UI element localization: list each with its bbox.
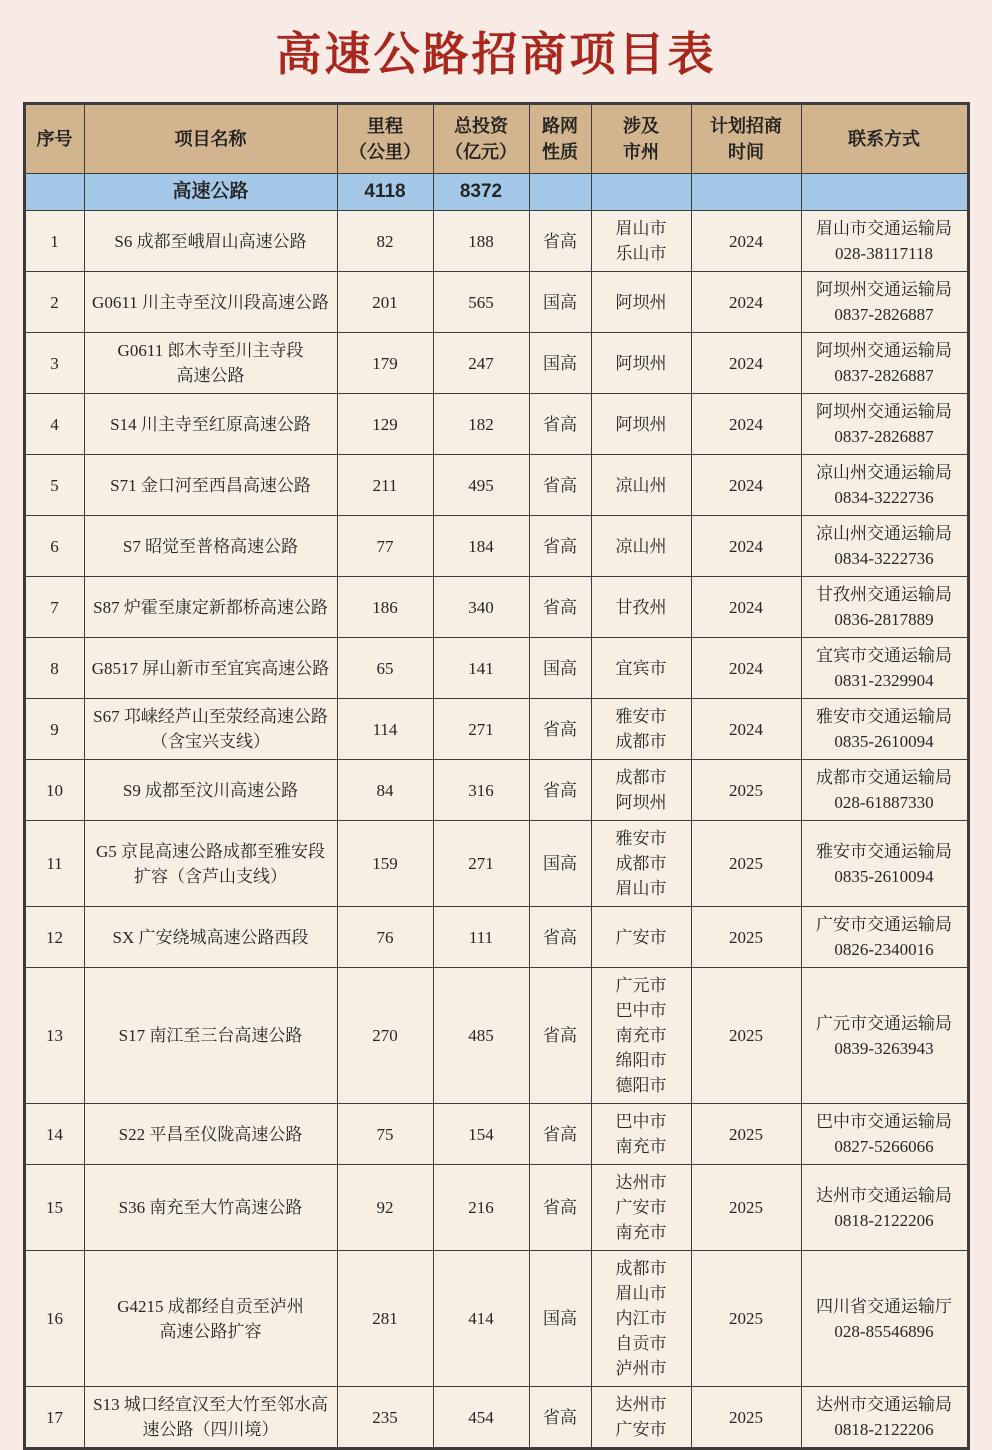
cell-line: 甘孜州交通运输局 [816, 585, 952, 604]
regions-cell [591, 272, 691, 333]
cell-line: S22 平昌至仪陇高速公路 [118, 1124, 303, 1144]
cell-line: 广安市 [615, 1198, 667, 1217]
contact-cell [801, 577, 968, 638]
table-row [24, 516, 968, 577]
cell-line: 0837-2826887 [834, 427, 934, 446]
cell-line: 成都市 [615, 768, 667, 787]
cell-line: 0836-2817889 [834, 610, 934, 629]
mileage-cell: 270 [337, 968, 433, 1104]
cell-line: G5 京昆高速公路成都至雅安段 [95, 841, 326, 861]
cell-line: S87 炉霍至康定新都桥高速公路 [93, 597, 328, 617]
cell-line: S17 南江至三台高速公路 [118, 1026, 303, 1045]
mileage-cell: 159 [337, 821, 433, 907]
summary-row [24, 174, 968, 211]
cell-line: 广安市 [615, 927, 667, 947]
cell-line: 阿坝州交通运输局 [816, 341, 952, 360]
cell-line: 0818-2122206 [834, 1210, 934, 1230]
regions-cell [591, 333, 691, 394]
mileage-cell: 65 [337, 638, 433, 699]
cell-line: 四川省交通运输厅 [816, 1296, 952, 1316]
row-index-cell: 2 [24, 272, 84, 333]
col-header-contact [801, 104, 968, 174]
schedule-cell: 2024 [691, 333, 801, 394]
project-name-cell [84, 907, 337, 968]
network-type-cell: 国高 [529, 638, 591, 699]
investment-cell: 454 [433, 1387, 529, 1449]
cell-line: 阿坝州 [615, 353, 667, 373]
summary-empty-cell [591, 174, 691, 211]
contact-cell [801, 211, 968, 272]
network-type-cell: 国高 [529, 333, 591, 394]
contact-cell [801, 1387, 968, 1449]
schedule-cell: 2025 [691, 1165, 801, 1251]
cell-line: 巴中市 [615, 1112, 667, 1131]
cell-line: （含宝兴支线） [151, 732, 270, 751]
table-row [24, 1387, 968, 1449]
contact-cell [801, 760, 968, 821]
table-row [24, 968, 968, 1104]
cell-line: 雅安市交通运输局 [816, 707, 952, 726]
schedule-cell: 2024 [691, 699, 801, 760]
cell-line: 0827-5266066 [834, 1137, 934, 1156]
header-line: 里程 [367, 115, 403, 136]
row-index-cell: 4 [24, 394, 84, 455]
cell-line: 0831-2329904 [834, 671, 934, 690]
mileage-cell: 235 [337, 1387, 433, 1449]
cell-line: 成都市 [615, 854, 667, 873]
mileage-cell: 84 [337, 760, 433, 821]
investment-cell: 141 [433, 638, 529, 699]
mileage-cell: 77 [337, 516, 433, 577]
contact-cell [801, 333, 968, 394]
summary-investment-cell: 8372 [433, 174, 529, 211]
cell-line: S6 成都至峨眉山高速公路 [114, 231, 307, 251]
cell-line: 凉山州交通运输局 [816, 463, 952, 482]
cell-line: S71 金口河至西昌高速公路 [110, 475, 311, 495]
cell-line: 028-85546896 [834, 1321, 934, 1341]
project-name-cell [84, 211, 337, 272]
cell-line: 高速公路 [176, 366, 245, 385]
col-header-project-name [84, 104, 337, 174]
investment-cell: 414 [433, 1251, 529, 1387]
table-row [24, 211, 968, 272]
table-body [24, 174, 968, 1449]
cell-line: 绵阳市 [615, 1051, 667, 1070]
cell-line: 南充市 [615, 1026, 667, 1045]
investment-cell: 154 [433, 1104, 529, 1165]
network-type-cell: 国高 [529, 272, 591, 333]
project-name-cell [84, 1165, 337, 1251]
schedule-cell: 2024 [691, 577, 801, 638]
cell-line: S7 昭觉至普格高速公路 [122, 536, 299, 556]
row-index-cell: 8 [24, 638, 84, 699]
row-index-cell: 1 [24, 211, 84, 272]
schedule-cell: 2025 [691, 1387, 801, 1449]
summary-empty-cell [691, 174, 801, 211]
contact-cell [801, 455, 968, 516]
row-index-cell: 13 [24, 968, 84, 1104]
cell-line: 德阳市 [615, 1076, 667, 1095]
header-line: 涉及 [623, 115, 659, 136]
cell-line: 宜宾市 [615, 658, 667, 678]
header-line: 联系方式 [848, 128, 920, 149]
cell-line: 高速公路扩容 [159, 1321, 262, 1341]
contact-cell [801, 394, 968, 455]
row-index-cell: 17 [24, 1387, 84, 1449]
project-name-cell [84, 638, 337, 699]
cell-line: 雅安市 [615, 707, 667, 726]
cell-line: 0834-3222736 [834, 549, 934, 568]
col-header-no [24, 104, 84, 174]
regions-cell [591, 760, 691, 821]
table-row [24, 638, 968, 699]
cell-line: 凉山州 [615, 536, 667, 556]
mileage-cell: 92 [337, 1165, 433, 1251]
investment-cell: 340 [433, 577, 529, 638]
cell-line: 宜宾市交通运输局 [816, 646, 952, 665]
table-row [24, 577, 968, 638]
project-name-cell [84, 577, 337, 638]
col-header-schedule [691, 104, 801, 174]
regions-cell [591, 821, 691, 907]
schedule-cell: 2025 [691, 968, 801, 1104]
table-row [24, 1104, 968, 1165]
project-name-cell [84, 394, 337, 455]
cell-line: 阿坝州 [615, 292, 667, 312]
cell-line: 自贡市 [615, 1334, 667, 1353]
regions-cell [591, 1251, 691, 1387]
cell-line: 眉山市 [615, 1284, 667, 1303]
cell-line: S36 南充至大竹高速公路 [118, 1198, 303, 1217]
schedule-cell: 2024 [691, 638, 801, 699]
cell-line: 南充市 [615, 1137, 667, 1156]
cell-line: 阿坝州交通运输局 [816, 280, 952, 299]
header-line: 项目名称 [174, 128, 247, 149]
schedule-cell: 2025 [691, 760, 801, 821]
regions-cell [591, 1165, 691, 1251]
table-row [24, 699, 968, 760]
cell-line: 广安市 [615, 1420, 667, 1439]
cell-line: 0839-3263943 [834, 1038, 934, 1058]
cell-line: 乐山市 [615, 244, 667, 263]
cell-line: S67 邛崃经芦山至荥经高速公路 [93, 707, 328, 726]
network-type-cell: 省高 [529, 211, 591, 272]
table-row [24, 394, 968, 455]
regions-cell [591, 1104, 691, 1165]
row-index-cell: 16 [24, 1251, 84, 1387]
schedule-cell: 2025 [691, 907, 801, 968]
investment-cell: 565 [433, 272, 529, 333]
schedule-cell: 2024 [691, 516, 801, 577]
row-index-cell: 14 [24, 1104, 84, 1165]
row-index-cell: 6 [24, 516, 84, 577]
regions-cell [591, 1387, 691, 1449]
cell-line: 广安市交通运输局 [816, 915, 952, 934]
network-type-cell: 国高 [529, 1251, 591, 1387]
mileage-cell: 281 [337, 1251, 433, 1387]
cell-line: 0835-2610094 [834, 732, 934, 751]
header-line: 计划招商 [710, 115, 782, 136]
cell-line: 甘孜州 [615, 597, 667, 617]
network-type-cell: 省高 [529, 1104, 591, 1165]
investment-cell: 316 [433, 760, 529, 821]
row-index-cell: 5 [24, 455, 84, 516]
summary-empty-cell [529, 174, 591, 211]
network-type-cell: 省高 [529, 1165, 591, 1251]
table-row [24, 333, 968, 394]
network-type-cell: 省高 [529, 907, 591, 968]
mileage-cell: 114 [337, 699, 433, 760]
cell-line: S14 川主寺至红原高速公路 [110, 414, 311, 434]
cell-line: 雅安市交通运输局 [816, 841, 952, 861]
summary-mileage-cell: 4118 [337, 174, 433, 211]
cell-line: 028-61887330 [834, 793, 934, 812]
regions-cell [591, 968, 691, 1104]
project-name-cell [84, 1104, 337, 1165]
cell-line: G8517 屏山新市至宜宾高速公路 [91, 658, 330, 678]
regions-cell [591, 211, 691, 272]
cell-line: 巴中市 [615, 1001, 667, 1020]
schedule-cell: 2025 [691, 1104, 801, 1165]
contact-cell [801, 1104, 968, 1165]
project-name-cell [84, 1251, 337, 1387]
network-type-cell: 国高 [529, 821, 591, 907]
contact-cell [801, 272, 968, 333]
regions-cell [591, 394, 691, 455]
contact-cell [801, 821, 968, 907]
cell-line: 028-38117118 [835, 244, 933, 263]
network-type-cell: 省高 [529, 760, 591, 821]
table-row [24, 455, 968, 516]
investment-cell: 271 [433, 821, 529, 907]
cell-line: 广元市交通运输局 [816, 1013, 952, 1033]
cell-line: S13 城口经宣汉至大竹至邻水高 [93, 1395, 328, 1414]
table-header [24, 104, 968, 174]
cell-line: 阿坝州 [615, 793, 667, 812]
col-header-regions [591, 104, 691, 174]
cell-line: 成都市 [615, 1259, 667, 1278]
cell-line: 达州市 [615, 1173, 667, 1192]
cell-line: S9 成都至汶川高速公路 [122, 780, 299, 800]
summary-empty-cell [801, 174, 968, 211]
cell-line: 广元市 [615, 976, 667, 995]
projects-table [23, 102, 970, 1450]
summary-name-cell: 高速公路 [84, 174, 337, 211]
schedule-cell: 2024 [691, 455, 801, 516]
header-line: 性质 [542, 142, 578, 162]
schedule-cell: 2024 [691, 272, 801, 333]
project-name-cell [84, 455, 337, 516]
header-line: 市州 [623, 142, 659, 162]
mileage-cell: 76 [337, 907, 433, 968]
cell-line: 0834-3222736 [834, 488, 934, 507]
summary-empty-cell [24, 174, 84, 211]
table-row [24, 1165, 968, 1251]
cell-line: SX 广安绕城高速公路西段 [112, 927, 309, 947]
investment-cell: 111 [433, 907, 529, 968]
network-type-cell: 省高 [529, 968, 591, 1104]
mileage-cell: 179 [337, 333, 433, 394]
investment-cell: 184 [433, 516, 529, 577]
header-line: 时间 [728, 142, 764, 162]
cell-line: 雅安市 [615, 829, 667, 848]
cell-line: 达州市交通运输局 [816, 1395, 952, 1414]
table-row [24, 760, 968, 821]
cell-line: 巴中市交通运输局 [816, 1112, 952, 1131]
mileage-cell: 201 [337, 272, 433, 333]
cell-line: 泸州市 [615, 1359, 667, 1378]
cell-line: G0611 川主寺至汶川段高速公路 [92, 292, 329, 312]
table-row [24, 907, 968, 968]
regions-cell [591, 455, 691, 516]
investment-cell: 495 [433, 455, 529, 516]
project-name-cell [84, 333, 337, 394]
cell-line: 0835-2610094 [834, 866, 934, 886]
mileage-cell: 82 [337, 211, 433, 272]
project-name-cell [84, 821, 337, 907]
network-type-cell: 省高 [529, 455, 591, 516]
cell-line: 眉山市 [615, 879, 667, 898]
cell-line: 内江市 [615, 1309, 667, 1328]
cell-line: 达州市交通运输局 [816, 1185, 952, 1205]
table-row [24, 1251, 968, 1387]
project-name-cell [84, 699, 337, 760]
cell-line: G0611 郎木寺至川主寺段 [117, 341, 304, 360]
col-header-network-type [529, 104, 591, 174]
header-line: （公里） [349, 142, 421, 162]
row-index-cell: 7 [24, 577, 84, 638]
col-header-mileage [337, 104, 433, 174]
investment-cell: 216 [433, 1165, 529, 1251]
schedule-cell: 2024 [691, 211, 801, 272]
contact-cell [801, 516, 968, 577]
table-row [24, 272, 968, 333]
network-type-cell: 省高 [529, 516, 591, 577]
schedule-cell: 2024 [691, 394, 801, 455]
regions-cell [591, 907, 691, 968]
contact-cell [801, 1251, 968, 1387]
header-line: （亿元） [445, 142, 517, 162]
network-type-cell: 省高 [529, 577, 591, 638]
contact-cell [801, 968, 968, 1104]
header-row [24, 104, 968, 174]
investment-cell: 188 [433, 211, 529, 272]
cell-line: 成都市交通运输局 [816, 768, 952, 787]
project-name-cell [84, 760, 337, 821]
network-type-cell: 省高 [529, 699, 591, 760]
contact-cell [801, 638, 968, 699]
cell-line: 0818-2122206 [834, 1420, 934, 1439]
project-name-cell [84, 516, 337, 577]
regions-cell [591, 516, 691, 577]
cell-line: 南充市 [615, 1223, 667, 1242]
cell-line: 凉山州 [615, 475, 667, 495]
project-name-cell [84, 1387, 337, 1449]
network-type-cell: 省高 [529, 394, 591, 455]
mileage-cell: 211 [337, 455, 433, 516]
header-line: 总投资 [454, 115, 508, 136]
cell-line: 阿坝州 [615, 414, 667, 434]
row-index-cell: 15 [24, 1165, 84, 1251]
header-line: 路网 [542, 115, 578, 136]
project-name-cell [84, 968, 337, 1104]
contact-cell [801, 1165, 968, 1251]
col-header-investment [433, 104, 529, 174]
investment-cell: 485 [433, 968, 529, 1104]
row-index-cell: 12 [24, 907, 84, 968]
cell-line: 0837-2826887 [834, 305, 934, 324]
regions-cell [591, 577, 691, 638]
table-row [24, 821, 968, 907]
project-name-cell [84, 272, 337, 333]
row-index-cell: 9 [24, 699, 84, 760]
cell-line: 0837-2826887 [834, 366, 934, 385]
cell-line: 扩容（含芦山支线） [134, 866, 287, 886]
investment-cell: 271 [433, 699, 529, 760]
cell-line: 凉山州交通运输局 [816, 524, 952, 543]
contact-cell [801, 699, 968, 760]
header-line: 序号 [36, 128, 73, 149]
cell-line: 0826-2340016 [834, 940, 934, 959]
cell-line: G4215 成都经自贡至泸州 [117, 1296, 304, 1316]
mileage-cell: 75 [337, 1104, 433, 1165]
investment-cell: 182 [433, 394, 529, 455]
schedule-cell: 2025 [691, 1251, 801, 1387]
cell-line: 速公路（四川境） [142, 1420, 279, 1439]
mileage-cell: 129 [337, 394, 433, 455]
cell-line: 成都市 [615, 732, 667, 751]
cell-line: 眉山市交通运输局 [816, 219, 952, 238]
cell-line: 达州市 [615, 1395, 667, 1414]
row-index-cell: 3 [24, 333, 84, 394]
schedule-cell: 2025 [691, 821, 801, 907]
cell-line: 眉山市 [615, 219, 667, 238]
row-index-cell: 10 [24, 760, 84, 821]
network-type-cell: 省高 [529, 1387, 591, 1449]
investment-cell: 247 [433, 333, 529, 394]
contact-cell [801, 907, 968, 968]
regions-cell [591, 699, 691, 760]
mileage-cell: 186 [337, 577, 433, 638]
cell-line: 阿坝州交通运输局 [816, 402, 952, 421]
page-title: 高速公路招商项目表 [275, 29, 717, 80]
regions-cell [591, 638, 691, 699]
row-index-cell: 11 [24, 821, 84, 907]
